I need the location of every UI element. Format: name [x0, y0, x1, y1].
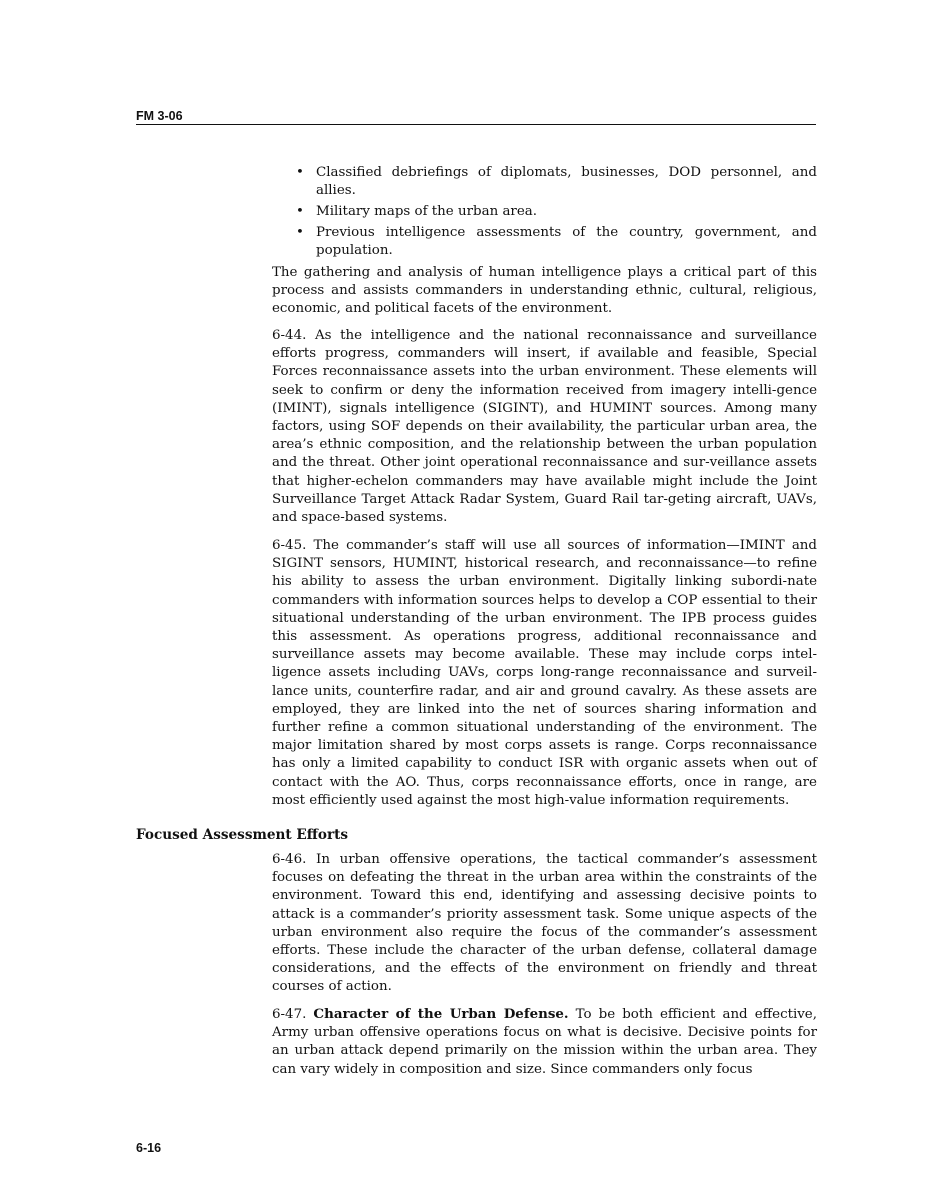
paragraph-text: As the intelligence and the national reconnaissance and surveillance efforts progress, commanders will insert, if available and feasible, Special Forces reconnaissance assets into the urban environment. These elements will seek to confirm or deny the information received from imagery intelli-gence (IMINT), signals intelligence (SIGINT), and HUMINT sources. Among many factors, using SOF depends on their availability, the particular urban area, the area’s ethnic composition, and the relationship between the urban population and the threat. Other joint operational reconnaissance and sur-veillance assets that higher-echelon commanders may have available might include the Joint Surveillance Target Attack Radar System, Guard Rail tar-geting aircraft, UAVs, and space-based systems. — [272, 328, 817, 526]
paragraph-6-44 — [272, 327, 817, 527]
paragraph-text: To be both efficient and effective, Army urban offensive operations focus on what is decisive. Decisive points for an urban attack depend primarily on the mission within the urban area. They can vary widely in composition and size. Since commanders only focus — [272, 1007, 817, 1077]
running-header — [136, 108, 816, 125]
paragraph-6-47 — [272, 1005, 817, 1079]
bullet-list — [296, 164, 817, 263]
bullet-icon: • — [296, 225, 304, 241]
section-heading: Focused Assessment Efforts — [136, 827, 349, 843]
paragraph-number: 6-44. — [272, 328, 307, 343]
paragraph-number: 6-47. — [272, 1007, 307, 1022]
paragraph-6-45 — [272, 537, 817, 810]
paragraph-text: The commander’s staff will use all sources of information—IMINT and SIGINT sensors, HUMINT, historical research, and reconnaissance—to refine his ability to assess the urban environment. Digitally linking subordi-nate commanders with information sources helps to develop a COP essential to their situational understanding of the urban environment. The IPB process guides this assessment. As operations progress, additional reconnaissance and surveillance assets may become available. These may include corps intel-ligence assets including UAVs, corps long-range reconnaissance and surveil-lance units, counterfire radar, and air and ground cavalry. As these assets are employed, they are linked into the net of sources sharing information and further refine a common situational understanding of the environment. The major limitation shared by most corps assets is range. Corps reconnaissance has only a limited capability to conduct ISR with organic assets when out of contact with the AO. Thus, corps reconnaissance efforts, once in range, are most efficiently used against the most high-value information requirements. — [272, 538, 818, 808]
list-item — [296, 164, 817, 200]
page-number: 6-16 — [136, 1141, 162, 1155]
bullet-text: Military maps of the urban area. — [316, 204, 537, 220]
paragraph-human-intelligence: The gathering and analysis of human intelligence plays a critical part of this process and assists commanders in understanding ethnic, cultural, religious, economic, and political facets of the environment. — [272, 265, 817, 317]
bullet-icon: • — [296, 165, 304, 180]
bullet-text: Classified debriefings of diplomats, businesses, DOD personnel, and allies. — [316, 165, 817, 199]
paragraph-run-in-title: Character of the Urban Defense. — [313, 1006, 569, 1022]
list-item — [296, 203, 817, 221]
bullet-icon: • — [296, 204, 304, 220]
paragraph-number: 6-46. — [272, 852, 307, 867]
document-id: FM 3-06 — [136, 109, 183, 123]
list-item — [296, 224, 817, 260]
bullet-text: Previous intelligence assessments of the country, government, and population. — [316, 225, 817, 259]
paragraph-text: In urban offensive operations, the tactical commander’s assessment focuses on defeating the threat in the urban area within the constraints of the environment. Toward this end, identifying and assessing decisive points to attack is a commander’s priority assessment task. Some unique aspects of the urban environment also require the focus of the commander’s assessment efforts. These include the character of the urban defense, collateral damage considerations, and the effects of the environment on friendly and threat courses of action. — [272, 852, 817, 995]
paragraph-number: 6-45. — [272, 538, 307, 553]
paragraph-6-46 — [272, 851, 817, 997]
